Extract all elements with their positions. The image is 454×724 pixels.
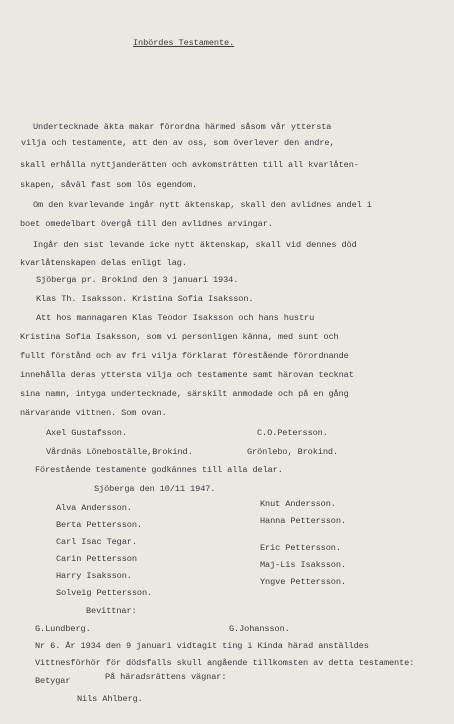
paragraph-line: skall erhålla nyttjanderätten och avkomsträtten till all kvarlåten- — [20, 160, 359, 170]
final-witness: G.Johansson. — [229, 624, 290, 634]
heir-name: Solveig Pettersson. — [56, 588, 153, 598]
heir-name: Knut Andersson. — [260, 499, 336, 509]
paragraph-line: skapen, såväl fast som lös egendom. — [20, 180, 197, 190]
heir-name: Alva Andersson. — [56, 503, 132, 513]
place-date: Sjöberga pr. Brokind den 3 januari 1934. — [36, 275, 239, 285]
witness-name: C.O.Petersson. — [257, 428, 328, 438]
heir-name: Harry Isaksson. — [56, 571, 132, 581]
attestation-line: fullt förstånd och av fri vilja förklarat förestående förordnande — [20, 351, 349, 361]
witness-place: Vårdnäs Löneboställe,Brokind. — [46, 447, 193, 457]
signers: Klas Th. Isaksson. Kristina Sofia Isaksson. — [36, 294, 254, 304]
page-title: Inbördes Testamente. — [133, 38, 235, 48]
final-witness: G.Lundberg. — [35, 624, 91, 634]
attestation-line: närvarande vittnen. Som ovan. — [20, 408, 167, 418]
attestation-line: innehålla deras yttersta vilja och testamente samt härovan tecknat — [20, 370, 354, 380]
witness-name: Axel Gustafsson. — [46, 428, 127, 438]
witnesses-label: Bevittnar: — [86, 606, 137, 616]
paragraph-line: vilja och testamente, att den av oss, som överlever den andre, — [21, 138, 335, 148]
attestation-line: Att hos mannagaren Klas Teodor Isaksson och hans hustru — [36, 313, 315, 323]
heir-name: Eric Pettersson. — [260, 543, 341, 553]
heir-name: Hanna Pettersson. — [260, 516, 346, 526]
paragraph-line: boet omedelbart övergå till den avlidnes arvingar. — [20, 219, 273, 229]
court-signer: Nils Ahlberg. — [77, 694, 143, 704]
approval-text: Förestående testamente godkännes till alla delar. — [35, 465, 283, 475]
heir-name: Berta Pettersson. — [56, 520, 142, 530]
attestation-line: sina namn, intyga undertecknade, särskilt anmodade och på en gång — [20, 389, 349, 399]
court-note-line: Nr 6. År 1934 den 9 januari vidtagit ting i Kinda härad anställdes — [35, 641, 369, 651]
attestation-line: Kristina Sofia Isaksson, som vi personligen känna, med sunt och — [20, 332, 339, 342]
heir-name: Yngve Pettersson. — [260, 577, 346, 587]
court-behalf: På häradsrättens vägnar: — [105, 672, 227, 682]
paragraph-line: Ingår den sist levande icke nytt äktenskap, skall vid dennes död — [33, 240, 357, 250]
approval-date: Sjöberga den 10/11 1947. — [94, 484, 216, 494]
paragraph-line: Om den kvarlevande ingår nytt äktenskap, skall den avlidnes andel i — [33, 200, 372, 210]
heir-name: Carin Pettersson — [56, 554, 137, 564]
heir-name: Maj-Lis Isaksson. — [260, 560, 346, 570]
heir-name: Carl Isac Tegar. — [56, 537, 137, 547]
paragraph-line: Undertecknade äkta makar förordna härmed såsom vår yttersta — [33, 122, 332, 132]
court-note-line: Vittnesförhör för dödsfalls skull angående tillkomsten av detta testamente: — [35, 658, 415, 668]
witness-place: Grönlebo, Brokind. — [247, 447, 339, 457]
paragraph-line: kvarlåtenskapen delas enligt lag. — [20, 258, 187, 268]
court-certify: Betygar — [35, 676, 71, 686]
